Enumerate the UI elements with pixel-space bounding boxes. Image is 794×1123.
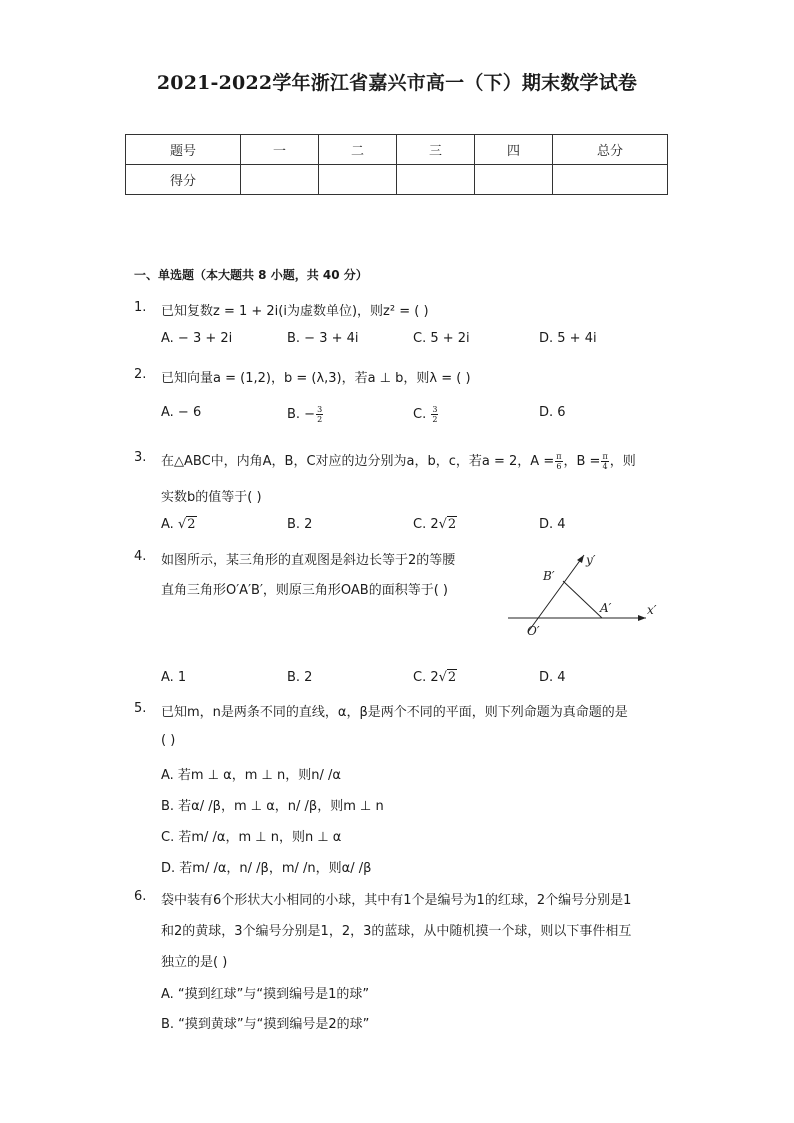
option-d: D. 6 [539,405,566,420]
question-number: 1. [134,300,147,315]
option-label: C. [413,407,427,422]
fraction-denominator: 2 [432,415,438,424]
question-number: 6. [134,889,147,904]
fraction-numerator: 3 [317,405,323,414]
sqrt-expression: √2 [177,517,196,532]
score-header-cell: 题号 [126,135,241,165]
question-stem [161,367,471,386]
stem-text: a = (1,2)， [213,371,284,386]
option-b: B. 2 [287,517,313,532]
sqrt-expression: √2 [438,670,457,685]
fraction [431,405,438,424]
score-cell [319,165,397,195]
score-table-header-row [126,135,668,165]
question-stem: 已知m，n是两条不同的直线，α，β是两个不同的平面，则下列命题为真命题的是 [161,705,628,720]
question-stem [161,450,636,471]
exam-title: 2021-2022学年浙江省嘉兴市高一（下）期末数学试卷 [156,72,638,94]
option-b [287,405,324,424]
y-axis-arrow [577,555,584,563]
option-c [413,405,439,424]
option-a: A. “摸到红球”与“摸到编号是1的球” [161,987,370,1002]
stem-text: b = (λ,3)，若 [283,371,368,386]
option-b: B. “摸到黄球”与“摸到编号是2的球” [161,1017,370,1032]
question-stem-line: 和2的黄球，3个编号分别是1，2，3的蓝球，从中随机摸一个球，则以下事件相互 [161,924,632,939]
fraction [601,452,608,471]
option-b: B. − 3 + 4i [287,331,359,346]
label-a-prime: A′ [600,601,612,615]
question-stem: 如图所示，某三角形的直观图是斜边长等于2的等腰 [161,553,456,568]
fraction [316,405,323,424]
option-label: B. − [287,407,316,422]
question-stem-line: 独立的是( ) [161,955,228,970]
fraction-denominator: 6 [556,462,562,471]
hypotenuse-side [563,581,602,618]
fraction-numerator: π [602,452,608,461]
score-header-cell: 总分 [553,135,668,165]
score-header-cell: 四 [475,135,553,165]
question-number: 2. [134,367,147,382]
label-b-prime: B′ [543,569,555,583]
option-c [413,670,457,685]
option-b: B. 若α/ /β，m ⊥ α，n/ /β，则m ⊥ n [161,799,384,814]
stem-text: 已知向量 [161,371,214,386]
fraction-numerator: 3 [432,405,438,414]
score-table-score-row [126,165,668,195]
label-x-prime: x′ [647,603,657,617]
question-stem-line: 实数b的值等于( ) [161,490,262,505]
question-stem-line: ( ) [161,733,176,748]
option-c [413,517,457,532]
oblique-triangle-figure [500,548,660,643]
question-stem-line: 直角三角形O′A′B′，则原三角形OAB的面积等于( ) [161,583,448,598]
option-c: C. 若m/ /α，m ⊥ n，则n ⊥ α [161,830,342,845]
score-cell [241,165,319,195]
question-number: 3. [134,450,147,465]
score-cell [397,165,475,195]
option-label: C. 2 [413,517,439,532]
score-row-label: 得分 [126,165,241,195]
option-c: C. 5 + 2i [413,331,470,346]
fraction-denominator: 2 [317,415,323,424]
sqrt-expression: √2 [438,517,457,532]
stem-text: ，B = [563,454,601,469]
option-a: A. 1 [161,670,187,685]
option-d: D. 4 [539,670,566,685]
score-header-cell: 一 [241,135,319,165]
stem-text: ，则 [609,454,636,469]
option-d: D. 4 [539,517,566,532]
option-label: A. [161,517,174,532]
stem-text: 在△ABC中，内角A，B，C对应的边分别为a，b，c，若a = 2，A = [161,454,555,469]
x-axis-arrow [638,615,646,621]
question-stem: 袋中装有6个形状大小相同的小球，其中有1个是编号为1的红球，2个编号分别是1 [161,893,632,908]
score-header-cell: 二 [319,135,397,165]
option-a [161,517,197,532]
option-label: C. 2 [413,670,439,685]
question-number: 5. [134,701,147,716]
option-d: D. 若m/ /α，n/ /β，m/ /n，则α/ /β [161,861,372,876]
fraction [555,452,562,471]
option-a: A. − 3 + 2i [161,331,233,346]
label-y-prime: y′ [586,553,596,567]
label-o-prime: O′ [527,624,540,638]
fraction-numerator: π [556,452,562,461]
stem-text: a ⊥ b，则λ = ( ) [367,371,471,386]
section-heading: 一、单选题（本大题共 8 小题，共 40 分） [134,268,368,282]
score-table [125,134,668,195]
option-b: B. 2 [287,670,313,685]
score-cell [553,165,668,195]
score-header-cell: 三 [397,135,475,165]
question-number: 4. [134,549,147,564]
radicand: 2 [187,517,196,532]
score-cell [475,165,553,195]
radicand: 2 [447,670,457,685]
radicand: 2 [447,517,457,532]
fraction-denominator: 4 [602,462,608,471]
question-stem: 已知复数z = 1 + 2i(i为虚数单位)，则z² = ( ) [161,304,429,319]
option-d: D. 5 + 4i [539,331,597,346]
option-a: A. 若m ⊥ α，m ⊥ n，则n/ /α [161,768,341,783]
option-a: A. − 6 [161,405,202,420]
